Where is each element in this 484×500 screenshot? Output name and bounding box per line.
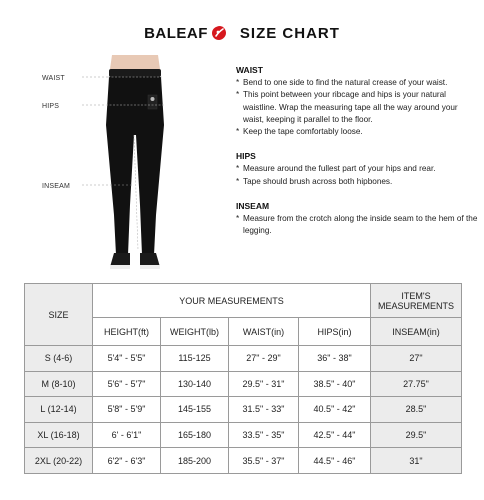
- table-cell: 44.5" - 46": [299, 448, 371, 474]
- measurement-instructions: [236, 64, 480, 249]
- table-cell: 27.75": [371, 371, 462, 397]
- inseam-heading: INSEAM: [236, 200, 270, 211]
- size-cell: M (8-10): [25, 371, 93, 397]
- page-title: SIZE CHART: [239, 24, 340, 42]
- column-header: WEIGHT(lb): [161, 318, 229, 346]
- table-cell: 42.5" - 44": [299, 422, 371, 448]
- column-header: HIPS(in): [299, 318, 371, 346]
- table-cell: 5'8" - 5'9": [93, 397, 161, 423]
- size-header: SIZE: [25, 284, 93, 346]
- waist-bullet-3: Keep the tape comfortably loose.: [243, 127, 363, 137]
- table-cell: 185-200: [161, 448, 229, 474]
- table-row: [25, 397, 462, 423]
- table-cell: 38.5" - 40": [299, 371, 371, 397]
- table-cell: 27" - 29": [229, 346, 299, 372]
- hips-label: HIPS: [42, 103, 60, 110]
- table-cell: 31": [371, 448, 462, 474]
- waist-section: WAIST * Bend to one side to find the natural crease of your waist. * This point between your ribcage and hips is your natural waistline. Wrap the measuring tape all the way around your waist, keeping it parallel to the floor. * Keep the tape comfortably loose.: [236, 64, 480, 138]
- column-header: WAIST(in): [229, 318, 299, 346]
- waist-label: WAIST: [42, 75, 65, 82]
- hips-heading: HIPS: [236, 151, 256, 162]
- table-cell: 6' - 6'1": [93, 422, 161, 448]
- table-row: [25, 346, 462, 372]
- table-cell: 165-180: [161, 422, 229, 448]
- items-measurements-header: ITEM'S MEASUREMENTS: [371, 284, 462, 318]
- table-cell: 35.5" - 37": [229, 448, 299, 474]
- table-row: [25, 448, 462, 474]
- model-figure: [80, 55, 190, 275]
- waist-bullet-1: Bend to one side to find the natural crease of your waist.: [243, 78, 448, 88]
- table-cell: 27": [371, 346, 462, 372]
- table-cell: 6'2" - 6'3": [93, 448, 161, 474]
- inseam-bullet-1: Measure from the crotch along the inside seam to the hem of the legging.: [243, 214, 478, 236]
- size-cell: L (12-14): [25, 397, 93, 423]
- table-cell: 115-125: [161, 346, 229, 372]
- table-row: [25, 422, 462, 448]
- baleaf-leaf-icon: [210, 24, 228, 42]
- size-cell: S (4-6): [25, 346, 93, 372]
- waist-heading: WAIST: [236, 65, 263, 75]
- table-cell: 40.5" - 42": [299, 397, 371, 423]
- hips-section: HIPS * Measure around the fullest part of your hips and rear. * Tape should brush across both hipbones.: [236, 150, 480, 188]
- size-table: [24, 283, 462, 474]
- size-cell: XL (16-18): [25, 422, 93, 448]
- table-cell: 31.5" - 33": [229, 397, 299, 423]
- inseam-label: INSEAM: [42, 183, 71, 190]
- your-measurements-header: YOUR MEASUREMENTS: [93, 284, 371, 318]
- hips-bullet-1: Measure around the fullest part of your hips and rear.: [243, 164, 436, 174]
- column-header: INSEAM(in): [371, 318, 462, 346]
- table-cell: 28.5": [371, 397, 462, 423]
- table-cell: 33.5" - 35": [229, 422, 299, 448]
- table-row: [25, 371, 462, 397]
- table-cell: 36" - 38": [299, 346, 371, 372]
- table-cell: 29.5" - 31": [229, 371, 299, 397]
- table-cell: 29.5": [371, 422, 462, 448]
- table-cell: 130-140: [161, 371, 229, 397]
- column-header: HEIGHT(ft): [93, 318, 161, 346]
- page-header: [0, 18, 484, 48]
- waist-bullet-2: This point between your ribcage and hips is your natural waistline. Wrap the measuring tape all the way around your waist, keeping it parallel to the floor.: [243, 90, 458, 124]
- table-cell: 5'4" - 5'5": [93, 346, 161, 372]
- size-rows: [25, 346, 462, 474]
- inseam-section: INSEAM * Measure from the crotch along the inside seam to the hem of the legging.: [236, 200, 480, 238]
- hips-bullet-2: Tape should brush across both hipbones.: [243, 176, 393, 186]
- table-cell: 145-155: [161, 397, 229, 423]
- brand-name: BALEAF: [144, 24, 208, 42]
- table-cell: 5'6" - 5'7": [93, 371, 161, 397]
- size-cell: 2XL (20-22): [25, 448, 93, 474]
